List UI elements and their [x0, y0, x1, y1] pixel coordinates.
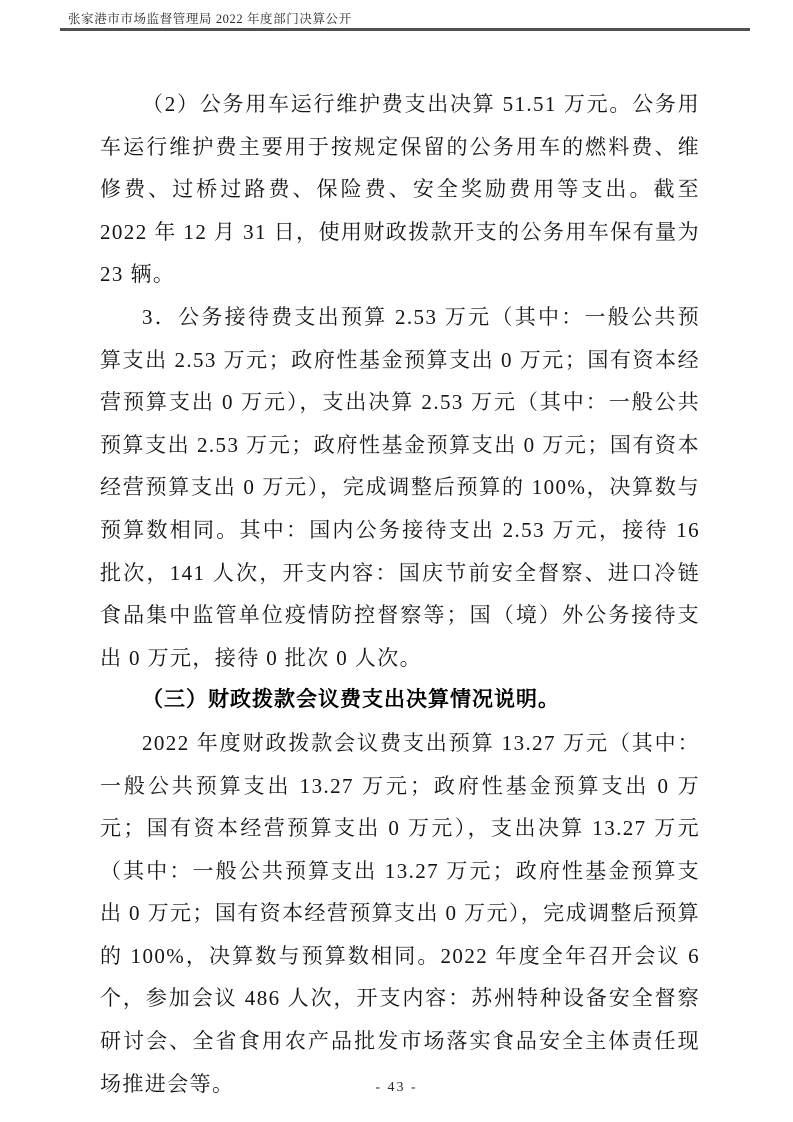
para-official-reception: 3．公务接待费支出预算 2.53 万元（其中：一般公共预算支出 2.53 万元；政府性基金预算支出 0 万元；国有资本经营预算支出 0 万元），支出决算 2.53 万元（其中：一般公共预算支出 2.53 万元；政府性基金预算支出 0 万元；国有资本经营预算支出 0 万元），完成调整后预算的 100%，决算数与预算数相同。其中：国内公务接待支出 2.53 万元，接待 16 批次，141 人次，开支内容：国庆节前安全督察、进口冷链食品集中监管单位疫情防控督察等；国（境）外公务接待支出 0 万元，接待 0 批次 0 人次。: [100, 304, 700, 670]
para-meeting-fee: 2022 年度财政拨款会议费支出预算 13.27 万元（其中：一般公共预算支出 13.27 万元；政府性基金预算支出 0 万元；国有资本经营预算支出 0 万元），支出决算 13.27 万元（其中：一般公共预算支出 13.27 万元；政府性基金预算支出 0 万元；国有资本经营预算支出 0 万元），完成调整后预算的 100%，决算数与预算数相同。2022 年度全年召开会议 6 个，参加会议 486 人次，开支内容：苏州特种设备安全督察研讨会、全省食用农产品批发市场落实食品安全主体责任现场推进会等。: [100, 730, 700, 1096]
header-rule: [60, 28, 750, 31]
para-vehicle-maintenance: （2）公务用车运行维护费支出决算 51.51 万元。公务用车运行维护费主要用于按规定保留的公务用车的燃料费、维修费、过桥过路费、保险费、安全奖励费用等支出。截至 2022 年 12 月 31 日，使用财政拨款开支的公务用车保有量为 23 辆。: [100, 92, 700, 287]
page-number: - 43 -: [375, 1080, 418, 1095]
section-heading-meeting-fee: （三）财政拨款会议费支出决算情况说明。: [142, 688, 560, 712]
page-header-title: 张家港市市场监督管理局 2022 年度部门决算公开: [68, 12, 352, 26]
document-body: [100, 83, 700, 1105]
